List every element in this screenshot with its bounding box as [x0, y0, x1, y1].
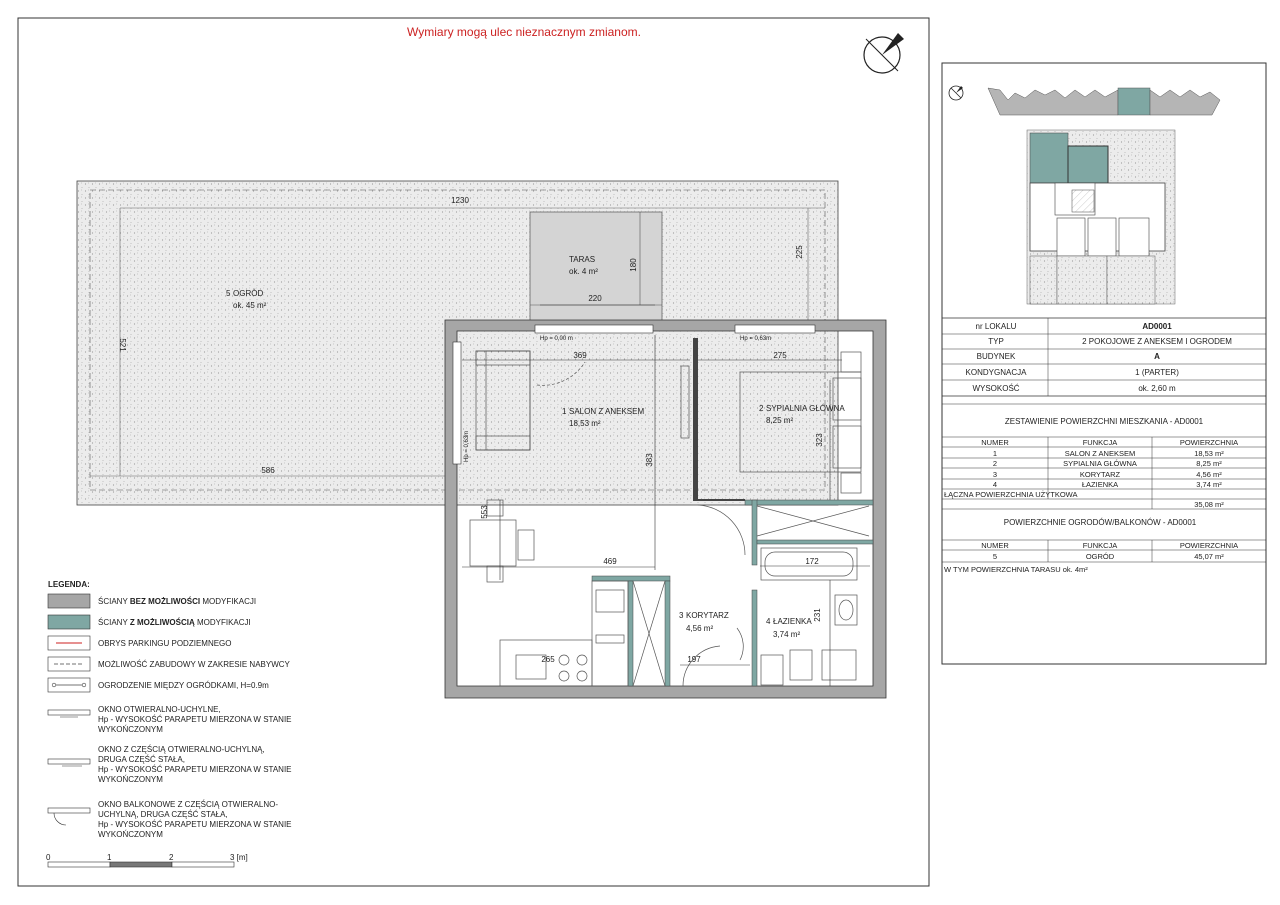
svg-text:2: 2: [169, 853, 174, 862]
svg-text:ŚCIANY Z MOŻLIWOŚCIĄ MODYFIKAC: ŚCIANY Z MOŻLIWOŚCIĄ MODYFIKACJI: [98, 618, 251, 627]
svg-text:4: 4: [766, 617, 771, 626]
svg-text:ok. 4 m²: ok. 4 m²: [569, 267, 598, 276]
north-arrow-icon: [864, 33, 904, 73]
svg-text:3: 3: [679, 611, 684, 620]
compass-small-icon: [949, 86, 963, 100]
svg-text:18,53 m²: 18,53 m²: [1194, 449, 1224, 458]
svg-text:2: 2: [992, 459, 998, 468]
svg-text:MOŻLIWOŚĆ ZABUDOWY W ZAKRESIE: MOŻLIWOŚĆ ZABUDOWY W ZAKRESIE NABYWCY: [98, 660, 290, 669]
svg-text:4,56 m²: 4,56 m²: [686, 624, 714, 633]
room-label-bathroom: [766, 617, 812, 639]
svg-text:SYPIALNIA GŁÓWNA: SYPIALNIA GŁÓWNA: [766, 404, 845, 413]
dim-bath-depth: 231: [813, 608, 822, 622]
legend-title: LEGENDA:: [48, 580, 90, 589]
legend-swatch-fence: [52, 683, 86, 687]
svg-text:UCHYLNĄ, DRUGA CZĘŚĆ STAŁA,: UCHYLNĄ, DRUGA CZĘŚĆ STAŁA,: [98, 810, 228, 819]
dim-terrace-depth: 180: [629, 258, 638, 272]
svg-text:5: 5: [992, 552, 998, 561]
svg-text:0: 0: [46, 853, 51, 862]
legend-swatch-fixed: [48, 594, 90, 608]
svg-text:OBRYS PARKINGU PODZIEMNEGO: OBRYS PARKINGU PODZIEMNEGO: [98, 639, 232, 648]
svg-text:18,53 m²: 18,53 m²: [569, 419, 601, 428]
svg-text:5: 5: [226, 289, 231, 298]
svg-text:ok. 2,60 m: ok. 2,60 m: [1138, 384, 1176, 393]
svg-text:NUMER: NUMER: [981, 438, 1009, 447]
svg-text:FUNKCJA: FUNKCJA: [1082, 438, 1118, 447]
dim-salon-width: 369: [573, 351, 587, 360]
legend-swatch-modifiable: [48, 615, 90, 629]
svg-text:ok. 45 m²: ok. 45 m²: [233, 301, 267, 310]
svg-text:OGRÓD: OGRÓD: [233, 289, 264, 298]
legend-window-1-icon: [48, 710, 90, 717]
dim-kitchen-width: 469: [603, 557, 617, 566]
svg-text:WYKOŃCZONYM: WYKOŃCZONYM: [98, 775, 163, 784]
window-note-3: Hp = 0,63m: [464, 430, 470, 462]
svg-text:1: 1: [107, 853, 112, 862]
svg-text:SYPIALNIA GŁÓWNA: SYPIALNIA GŁÓWNA: [1063, 459, 1137, 468]
svg-text:KORYTARZ: KORYTARZ: [1079, 470, 1121, 479]
svg-text:BUDYNEK: BUDYNEK: [976, 352, 1016, 361]
svg-text:3: 3: [992, 470, 998, 479]
svg-text:8,25 m²: 8,25 m²: [1196, 459, 1222, 468]
svg-text:4,56 m²: 4,56 m²: [1196, 470, 1222, 479]
svg-text:Hp - WYSOKOŚĆ PARAPETU MIERZON: Hp - WYSOKOŚĆ PARAPETU MIERZONA W STANIE: [98, 715, 292, 724]
notice-text: Wymiary mogą ulec nieznacznym zmianom.: [407, 25, 641, 39]
svg-text:1: 1: [992, 449, 998, 458]
dim-counter: 265: [541, 655, 555, 664]
svg-text:TYP: TYP: [988, 337, 1004, 346]
gardens-note: W TYM POWIERZCHNIA TARASU ok. 4m²: [944, 565, 1088, 574]
svg-text:3,74 m²: 3,74 m²: [1196, 480, 1222, 489]
svg-text:2: 2: [759, 404, 764, 413]
dim-garden-depth: 521: [118, 338, 127, 352]
window-note-1: Hp = 0,00 m: [540, 336, 573, 342]
dim-dining-depth: 553: [480, 505, 489, 519]
svg-text:4: 4: [992, 480, 998, 489]
svg-text:OKNO BALKONOWE Z CZĘŚCIĄ OTWIE: OKNO BALKONOWE Z CZĘŚCIĄ OTWIERALNO-: [98, 800, 279, 809]
svg-text:OGRÓD: OGRÓD: [1085, 552, 1115, 561]
legend-window-2-icon: [48, 759, 90, 766]
legend: [48, 580, 292, 839]
svg-text:A: A: [1154, 352, 1160, 361]
svg-text:ŁAZIENKA: ŁAZIENKA: [773, 617, 812, 626]
svg-text:1 (PARTER): 1 (PARTER): [1135, 368, 1179, 377]
svg-text:OGRODZENIE MIĘDZY OGRÓDKAMI, H: OGRODZENIE MIĘDZY OGRÓDKAMI, H=0.9m: [98, 681, 269, 690]
svg-text:3,74 m²: 3,74 m²: [773, 630, 801, 639]
dim-garden-width: 1230: [451, 196, 469, 205]
svg-text:nr LOKALU: nr LOKALU: [975, 322, 1017, 331]
dim-garden-bottom: 586: [261, 466, 275, 475]
window-note-2: Hp = 0,63m: [740, 336, 772, 342]
svg-text:WYKOŃCZONYM: WYKOŃCZONYM: [98, 725, 163, 734]
svg-text:TARAS: TARAS: [569, 255, 596, 264]
svg-text:KONDYGNACJA: KONDYGNACJA: [965, 368, 1027, 377]
svg-text:OKNO Z CZĘŚCIĄ OTWIERALNO-UCHY: OKNO Z CZĘŚCIĄ OTWIERALNO-UCHYLNĄ,: [98, 745, 265, 754]
dim-hall-width: 197: [687, 655, 701, 664]
room-label-corridor: [679, 611, 729, 633]
key-plan: [949, 86, 1220, 304]
svg-text:OKNO OTWIERALNO-UCHYLNE,: OKNO OTWIERALNO-UCHYLNE,: [98, 705, 221, 714]
dim-salon-depth: 383: [645, 453, 654, 467]
svg-text:AD0001: AD0001: [1142, 322, 1172, 331]
area-total-value: 35,08 m²: [1194, 500, 1224, 509]
svg-text:2 POKOJOWE Z ANEKSEM I OGRODEM: 2 POKOJOWE Z ANEKSEM I OGRODEM: [1082, 337, 1232, 346]
legend-window-3-icon: [48, 808, 90, 825]
svg-text:WYSOKOŚĆ: WYSOKOŚĆ: [972, 384, 1020, 393]
dim-bath-width: 172: [805, 557, 819, 566]
gardens-table-title: POWIERZCHNIE OGRODÓW/BALKONÓW - AD0001: [1003, 518, 1197, 527]
svg-text:45,07 m²: 45,07 m²: [1194, 552, 1224, 561]
svg-text:POWIERZCHNIA: POWIERZCHNIA: [1179, 541, 1239, 550]
svg-text:NUMER: NUMER: [981, 541, 1009, 550]
svg-text:DRUGA CZĘŚĆ STAŁA,: DRUGA CZĘŚĆ STAŁA,: [98, 755, 185, 764]
dim-bedroom-width: 275: [773, 351, 787, 360]
svg-text:POWIERZCHNIA: POWIERZCHNIA: [1179, 438, 1239, 447]
svg-text:3 [m]: 3 [m]: [230, 853, 248, 862]
svg-text:ŚCIANY BEZ MOŻLIWOŚCI MODYFIKA: ŚCIANY BEZ MOŻLIWOŚCI MODYFIKACJI: [98, 597, 257, 606]
info-table: [942, 318, 1266, 396]
svg-text:1: 1: [562, 407, 567, 416]
area-table-title: ZESTAWIENIE POWIERZCHNI MIESZKANIA - AD0001: [1004, 417, 1204, 426]
svg-text:8,25 m²: 8,25 m²: [766, 416, 794, 425]
svg-text:WYKOŃCZONYM: WYKOŃCZONYM: [98, 830, 163, 839]
svg-text:SALON Z ANEKSEM: SALON Z ANEKSEM: [569, 407, 645, 416]
svg-text:KORYTARZ: KORYTARZ: [686, 611, 729, 620]
svg-text:FUNKCJA: FUNKCJA: [1082, 541, 1118, 550]
area-table: [942, 404, 1266, 509]
svg-text:Hp - WYSOKOŚĆ PARAPETU MIERZON: Hp - WYSOKOŚĆ PARAPETU MIERZONA W STANIE: [98, 820, 292, 829]
svg-text:Hp - WYSOKOŚĆ PARAPETU MIERZON: Hp - WYSOKOŚĆ PARAPETU MIERZONA W STANIE: [98, 765, 292, 774]
svg-text:SALON Z ANEKSEM: SALON Z ANEKSEM: [1064, 449, 1136, 458]
area-total-label: ŁĄCZNA POWIERZCHNIA UŻYTKOWA: [944, 490, 1078, 499]
dim-terrace-width: 220: [588, 294, 602, 303]
scale-bar: [46, 853, 248, 867]
dim-garden-right: 225: [795, 245, 804, 259]
gardens-table: [942, 518, 1266, 574]
svg-text:ŁAZIENKA: ŁAZIENKA: [1081, 480, 1119, 489]
dim-bedroom-depth: 323: [815, 433, 824, 447]
